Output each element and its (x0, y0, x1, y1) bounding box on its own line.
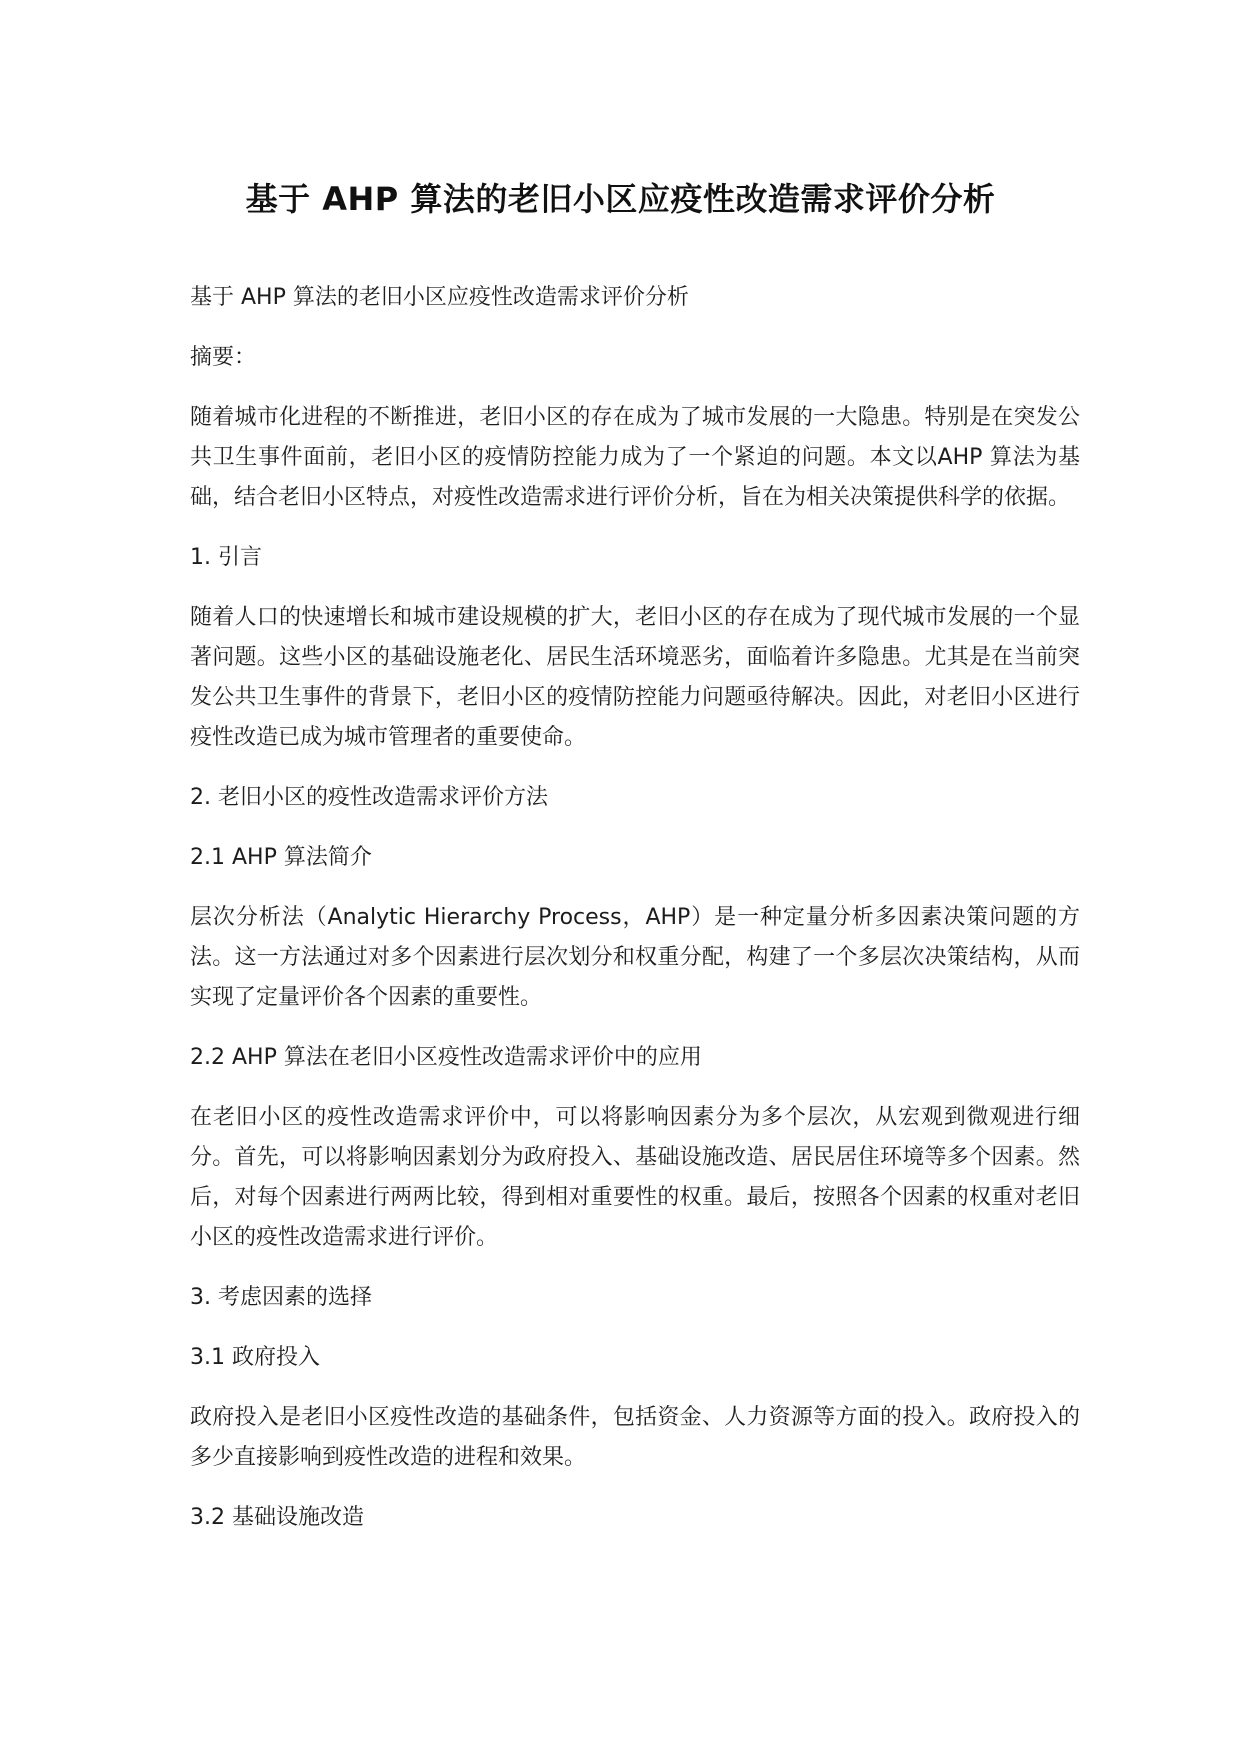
section-heading-infrastructure: 3.2 基础设施改造 (190, 1505, 364, 1530)
abstract-label: 摘要： (190, 345, 257, 370)
section-paragraph-government-investment: 政府投入是老旧小区疫性改造的基础条件，包括资金、人力资源等方面的投入。政府投入的多少直接影响到疫性改造的进程和效果。 (190, 1405, 1080, 1470)
section-heading-introduction: 1. 引言 (190, 545, 262, 570)
document-title: 基于 AHP 算法的老旧小区应疫性改造需求评价分析 (245, 180, 996, 218)
section-heading-ahp-application: 2.2 AHP 算法在老旧小区疫性改造需求评价中的应用 (190, 1045, 702, 1070)
section-heading-evaluation-method: 2. 老旧小区的疫性改造需求评价方法 (190, 785, 548, 810)
document-subtitle: 基于 AHP 算法的老旧小区应疫性改造需求评价分析 (190, 285, 689, 310)
section-paragraph-ahp-intro: 层次分析法（Analytic Hierarchy Process，AHP）是一种定量分析多因素决策问题的方法。这一方法通过对多个因素进行层次划分和权重分配，构建了一个多层次决策结构，从而实现了定量评价各个因素的重要性。 (190, 905, 1080, 1010)
section-heading-government-investment: 3.1 政府投入 (190, 1345, 320, 1370)
abstract-paragraph: 随着城市化进程的不断推进，老旧小区的存在成为了城市发展的一大隐患。特别是在突发公共卫生事件面前，老旧小区的疫情防控能力成为了一个紧迫的问题。本文以AHP 算法为基础，结合老旧小区特点，对疫性改造需求进行评价分析，旨在为相关决策提供科学的依据。 (190, 405, 1080, 510)
section-paragraph-introduction: 随着人口的快速增长和城市建设规模的扩大，老旧小区的存在成为了现代城市发展的一个显著问题。这些小区的基础设施老化、居民生活环境恶劣，面临着许多隐患。尤其是在当前突发公共卫生事件的背景下，老旧小区的疫情防控能力问题亟待解决。因此，对老旧小区进行疫性改造已成为城市管理者的重要使命。 (190, 605, 1080, 750)
section-heading-factor-selection: 3. 考虑因素的选择 (190, 1285, 372, 1310)
section-heading-ahp-intro: 2.1 AHP 算法简介 (190, 845, 372, 870)
document-body (190, 278, 1080, 1538)
section-paragraph-ahp-application: 在老旧小区的疫性改造需求评价中，可以将影响因素分为多个层次，从宏观到微观进行细分。首先，可以将影响因素划分为政府投入、基础设施改造、居民居住环境等多个因素。然后，对每个因素进行两两比较，得到相对重要性的权重。最后，按照各个因素的权重对老旧小区的疫性改造需求进行评价。 (190, 1105, 1080, 1250)
